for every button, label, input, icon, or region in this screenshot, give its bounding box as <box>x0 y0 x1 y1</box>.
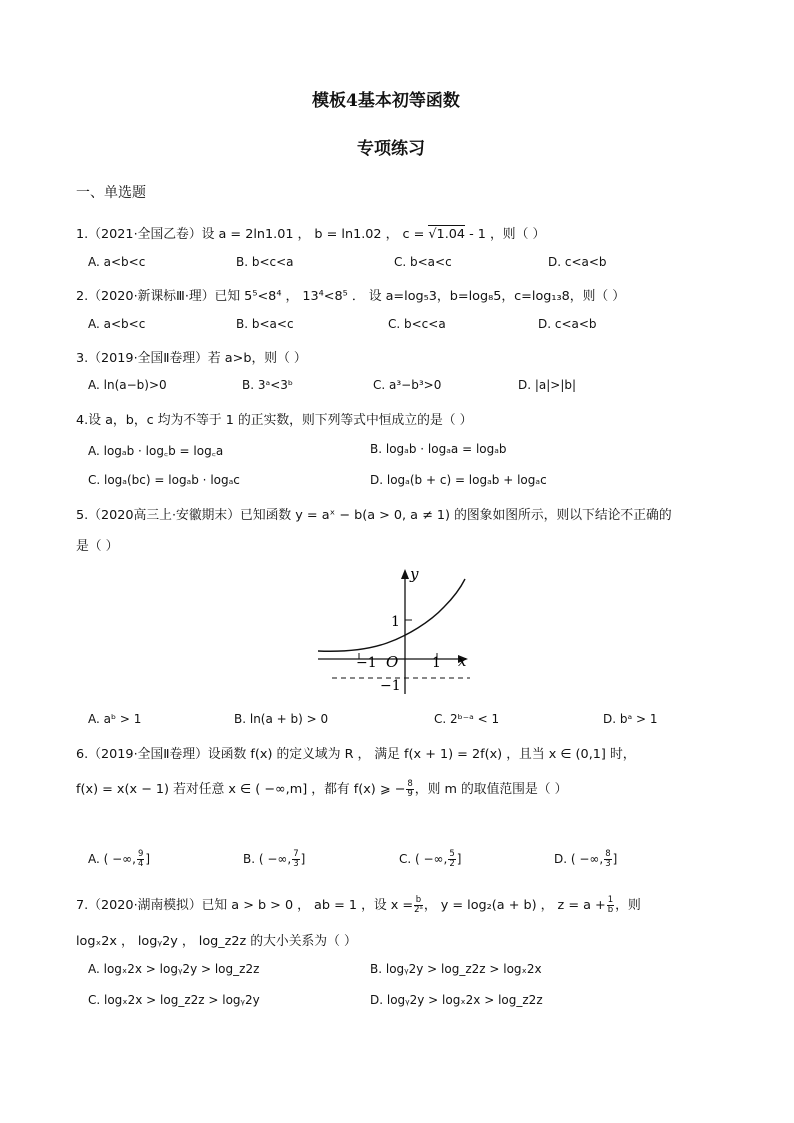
exponential-function-graph <box>312 562 480 698</box>
origin-label: O <box>386 653 399 671</box>
fraction: $\frac{8}{3}$ <box>605 849 611 869</box>
question-6-stem-line-1: 6.（2019·全国Ⅱ卷理）设函数 f(x) 的定义域为 R ， 满足 f(x + 1) = 2f(x) ，且当 x ∈ (0,1] 时， <box>76 747 636 762</box>
question-2-option-d[interactable]: D. c<a<b <box>538 317 597 331</box>
sqrt-expression: √1.04 <box>428 227 466 242</box>
question-7-option-d[interactable]: D. logᵧ2y > logₓ2x > log_z2z <box>370 993 543 1007</box>
fraction-8-9: $\frac{8}{9}$ <box>407 779 413 799</box>
fraction: $\frac{9}{4}$ <box>138 849 144 869</box>
question-1-stem: 1.（2021·全国乙卷）设 a = 2ln1.01 ， b = ln1.02 ， c = √1.04 - 1 ，则（ ） <box>76 227 546 242</box>
x-one-label: 1 <box>432 655 441 671</box>
question-5-option-d[interactable]: D. bᵃ > 1 <box>603 712 658 726</box>
question-3-option-d[interactable]: D. |a|>|b| <box>518 378 577 392</box>
question-5-option-b[interactable]: B. ln(a + b) > 0 <box>234 712 329 726</box>
x-axis-label: x <box>458 652 467 670</box>
question-4-stem: 4.设 a，b，c 均为不等于 1 的正实数，则下列等式中恒成立的是（ ） <box>76 413 473 428</box>
question-6-option-a[interactable]: A. ( −∞, $\frac{9}{4}$ ] <box>88 849 151 869</box>
question-5-option-c[interactable]: C. 2ᵇ⁻ᵃ < 1 <box>434 712 500 726</box>
question-2-stem: 2.（2020·新课标Ⅲ·理）已知 5⁵<8⁴ ， 13⁴<8⁵ ． 设 a=log₅3，b=log₈5，c=log₁₃8，则（ ） <box>76 289 626 304</box>
question-1-option-c[interactable]: C. b<a<c <box>394 255 452 269</box>
question-3-stem: 3.（2019·全国Ⅱ卷理）若 a>b，则（ ） <box>76 351 307 366</box>
y-neg-one-label: −1 <box>380 678 401 694</box>
question-1-option-d[interactable]: D. c<a<b <box>548 255 607 269</box>
y-axis-arrow <box>401 569 409 579</box>
question-7-option-c[interactable]: C. logₓ2x > log_z2z > logᵧ2y <box>88 993 260 1007</box>
question-2-option-c[interactable]: C. b<c<a <box>388 317 446 331</box>
question-6-stem-line-2: f(x) = x(x − 1) 若对任意 x ∈ ( −∞,m] ，都有 f(x) ⩾ − $\frac{8}{9}$ ，则 m 的取值范围是（ ） <box>76 779 568 799</box>
document-title: 模板4基本初等函数 <box>312 91 460 111</box>
question-5-option-a[interactable]: A. aᵇ > 1 <box>88 712 142 726</box>
question-4-option-d[interactable]: D. logₐ(b + c) = logₐb + logₐc <box>370 473 547 487</box>
question-6-option-d[interactable]: D. ( −∞, $\frac{8}{3}$ ] <box>554 849 618 869</box>
question-7-stem-line-2: logₓ2x ， logᵧ2y ， log_z2z 的大小关系为（ ） <box>76 934 357 949</box>
fraction-b-over-2a: $\frac{b}{\text{2ᵃ}}$ <box>414 895 423 915</box>
x-neg-one-label: −1 <box>356 655 377 671</box>
question-3-option-c[interactable]: C. a³−b³>0 <box>373 378 442 392</box>
y-axis-label: y <box>410 565 419 583</box>
question-5-stem-line-2: 是（ ） <box>76 539 119 554</box>
question-4-option-b[interactable]: B. logₐb · logₐa = logₐb <box>370 442 507 456</box>
question-2-option-b[interactable]: B. b<a<c <box>236 317 294 331</box>
question-4-option-c[interactable]: C. logₐ(bc) = logₐb · logₐc <box>88 473 240 487</box>
question-2-option-a[interactable]: A. a<b<c <box>88 317 146 331</box>
question-4-option-a[interactable]: A. logₐb · log꜀b = log꜀a <box>88 444 224 458</box>
question-6-option-c[interactable]: C. ( −∞, $\frac{5}{2}$ ] <box>399 849 462 869</box>
section-heading: 一、单选题 <box>76 185 146 201</box>
question-5-stem-line-1: 5.（2020高三上·安徽期末）已知函数 y = aˣ − b(a > 0, a ≠ 1) 的图象如图所示，则以下结论不正确的 <box>76 508 672 523</box>
fraction: $\frac{5}{2}$ <box>449 849 455 869</box>
fraction-1-over-b: $\frac{1}{b}$ <box>607 895 614 915</box>
question-1-option-a[interactable]: A. a<b<c <box>88 255 146 269</box>
question-1-option-b[interactable]: B. b<c<a <box>236 255 294 269</box>
fraction: $\frac{7}{3}$ <box>293 849 299 869</box>
question-6-option-b[interactable]: B. ( −∞, $\frac{7}{3}$ ] <box>243 849 306 869</box>
question-7-option-b[interactable]: B. logᵧ2y > log_z2z > logₓ2x <box>370 962 542 976</box>
question-7-option-a[interactable]: A. logₓ2x > logᵧ2y > log_z2z <box>88 962 260 976</box>
question-3-option-b[interactable]: B. 3ᵃ<3ᵇ <box>242 378 294 392</box>
question-3-option-a[interactable]: A. ln(a−b)>0 <box>88 378 167 392</box>
document-subtitle: 专项练习 <box>357 139 425 159</box>
question-7-stem-line-1: 7.（2020·湖南模拟）已知 a > b > 0 ， ab = 1 ，设 x = $\frac{b}{\text{2ᵃ}}$ ， y = log₂(a + b) ， z = a + $\frac{1}{b}$ ，则 <box>76 895 641 915</box>
y-one-label: 1 <box>391 614 400 630</box>
